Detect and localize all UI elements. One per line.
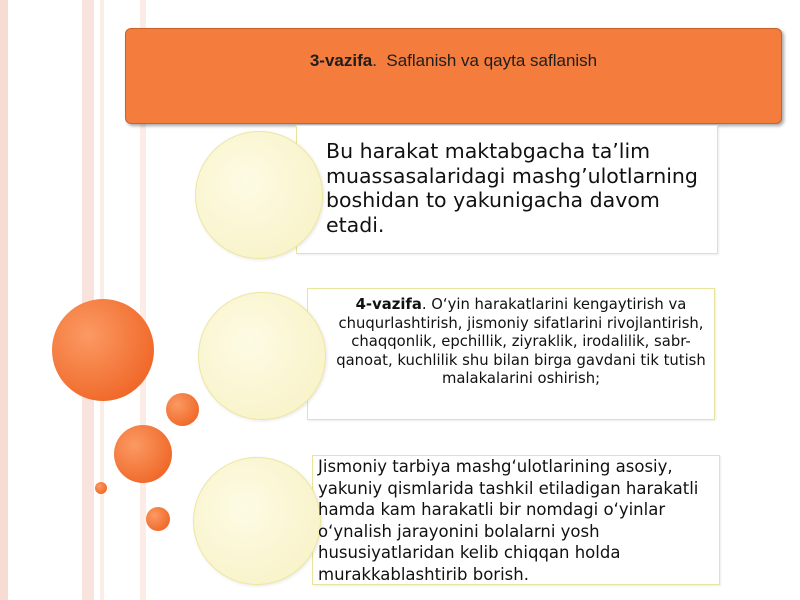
slide-title bbox=[126, 51, 781, 71]
left-stripe-outer bbox=[0, 0, 8, 600]
bullet-circle-3 bbox=[193, 457, 321, 585]
bullet-circle-1 bbox=[195, 131, 323, 259]
title-banner bbox=[125, 28, 782, 124]
decor-dot-medium bbox=[114, 425, 172, 483]
title-text: Saflanish va qayta saflanish bbox=[386, 51, 598, 70]
bullet-circle-2 bbox=[198, 292, 326, 420]
decor-dot-large bbox=[52, 299, 154, 401]
decor-dot-tiny bbox=[95, 482, 107, 494]
box-2-task-label: 4-vazifa bbox=[355, 296, 422, 313]
decor-dot-small-1 bbox=[166, 393, 199, 426]
box-2-body: . O‘yin harakatlarini kengaytirish va chuqurlashtirish, jismoniy sifatlarini rivojlantirish, chaqqonlik, epchillik, ziyraklik, irodalilik, sabr-qanoat, kuchlilik shu bilan birga gavdani tik tutish malakalarini oshirish; bbox=[336, 296, 706, 387]
box-3-text: Jismoniy tarbiya mashg‘ulotlarining asosiy, yakuniy qismlarida tashkil etiladigan harakatli hamda kam harakatli bir nomdagi o‘yinlar o‘ynalish jarayonini bolalarni yosh hususiyatlaridan kelib chiqqan holda murakkablashtirib borish. bbox=[318, 457, 699, 584]
title-task-label: 3-vazifa bbox=[309, 51, 373, 70]
box-2-text bbox=[332, 296, 710, 389]
decor-dot-small-2 bbox=[146, 507, 170, 531]
title-separator: . bbox=[372, 51, 387, 70]
box-1-text: Bu harakat maktabgacha ta’lim muassasalaridagi mashg’ulotlarning boshidan to yakunigacha davom etadi. bbox=[326, 139, 698, 237]
